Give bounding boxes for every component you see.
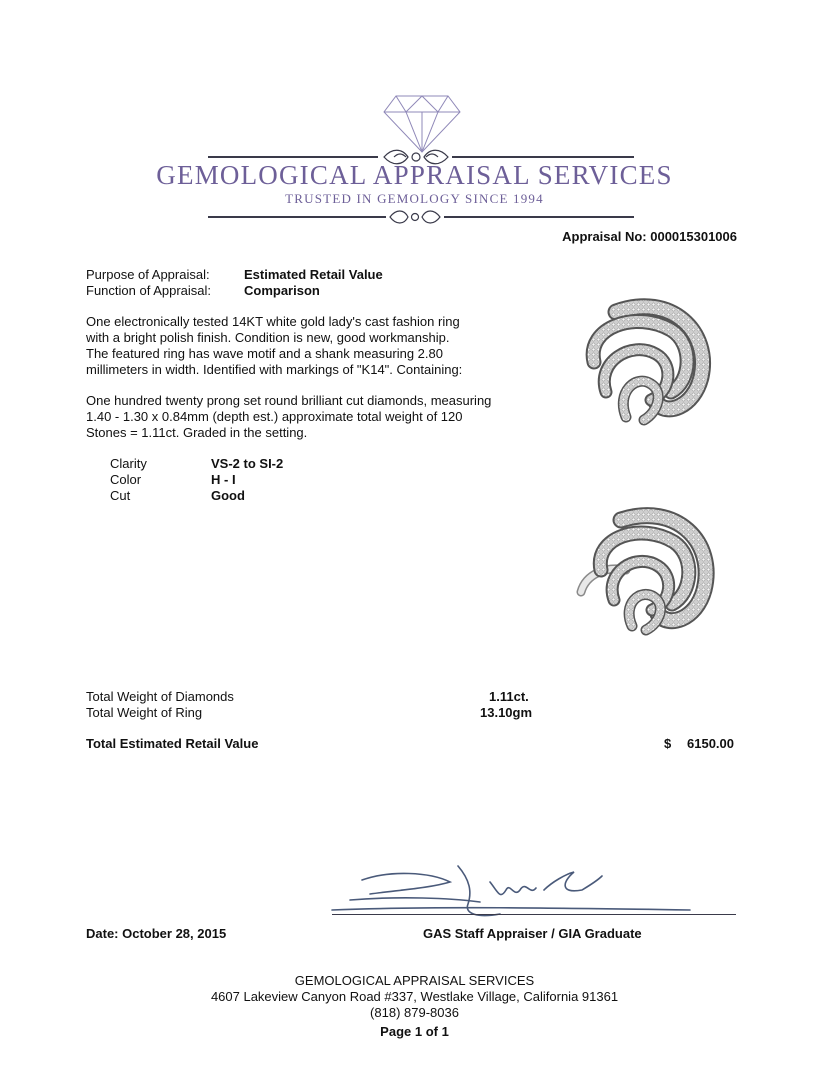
cut-label: Cut xyxy=(110,488,131,503)
description-line: millimeters in width. Identified with markings of "K14". Containing: xyxy=(86,362,463,377)
retail-value-label: Total Estimated Retail Value xyxy=(86,736,259,751)
footer-company: GEMOLOGICAL APPRAISAL SERVICES xyxy=(294,973,535,988)
total-diamond-weight-label: Total Weight of Diamonds xyxy=(86,689,234,704)
header-rule-bottom-left xyxy=(208,216,386,218)
appraisal-date: Date: October 28, 2015 xyxy=(86,926,227,941)
clarity-value: VS-2 to SI-2 xyxy=(211,456,284,471)
header-rule-top-right xyxy=(452,156,634,158)
company-name: GEMOLOGICAL APPRAISAL SERVICES xyxy=(156,160,673,190)
company-tagline: TRUSTED IN GEMOLOGY SINCE 1994 xyxy=(285,191,544,206)
description-line: One electronically tested 14KT white gold lady's cast fashion ring xyxy=(86,314,460,329)
total-diamond-weight-value: 1.11ct. xyxy=(489,689,529,704)
diamond-line: One hundred twenty prong set round brilliant cut diamonds, measuring xyxy=(86,393,492,408)
page-indicator: Page 1 of 1 xyxy=(380,1024,449,1039)
diamond-description xyxy=(86,393,526,441)
ring-photo-side xyxy=(576,502,726,652)
diamond-logo-icon xyxy=(382,92,462,154)
purpose-value: Estimated Retail Value xyxy=(244,267,383,282)
function-value: Comparison xyxy=(244,283,320,298)
ornament-flourish-icon xyxy=(386,206,444,228)
purpose-label: Purpose of Appraisal: xyxy=(86,267,210,282)
clarity-label: Clarity xyxy=(110,456,147,471)
header-rule-bottom-right xyxy=(444,216,634,218)
color-value: H - I xyxy=(211,472,236,487)
retail-value-amount: 6150.00 xyxy=(687,736,734,751)
appraiser-title: GAS Staff Appraiser / GIA Graduate xyxy=(423,926,642,941)
total-ring-weight-value: 13.10gm xyxy=(480,705,533,720)
appraisal-number: Appraisal No: 000015301006 xyxy=(562,229,737,244)
total-ring-weight-label: Total Weight of Ring xyxy=(86,705,203,720)
ring-photo-front xyxy=(576,292,726,442)
currency-symbol: $ xyxy=(664,736,672,751)
description-line: with a bright polish finish. Condition is new, good workmanship. xyxy=(86,330,450,345)
footer-phone: (818) 879-8036 xyxy=(370,1005,459,1020)
cut-value: Good xyxy=(211,488,245,503)
color-label: Color xyxy=(110,472,142,487)
ring-description xyxy=(86,314,526,378)
header-rule-top-left xyxy=(208,156,378,158)
footer-address: 4607 Lakeview Canyon Road #337, Westlake Village, California 91361 xyxy=(210,989,619,1004)
description-line: The featured ring has wave motif and a shank measuring 2.80 xyxy=(86,346,443,361)
signature-line xyxy=(332,914,736,915)
diamond-line: Stones = 1.11ct. Graded in the setting. xyxy=(86,425,308,440)
diamond-line: 1.40 - 1.30 x 0.84mm (depth est.) approximate total weight of 120 xyxy=(86,409,463,424)
function-label: Function of Appraisal: xyxy=(86,283,212,298)
appraiser-signature xyxy=(330,860,740,922)
